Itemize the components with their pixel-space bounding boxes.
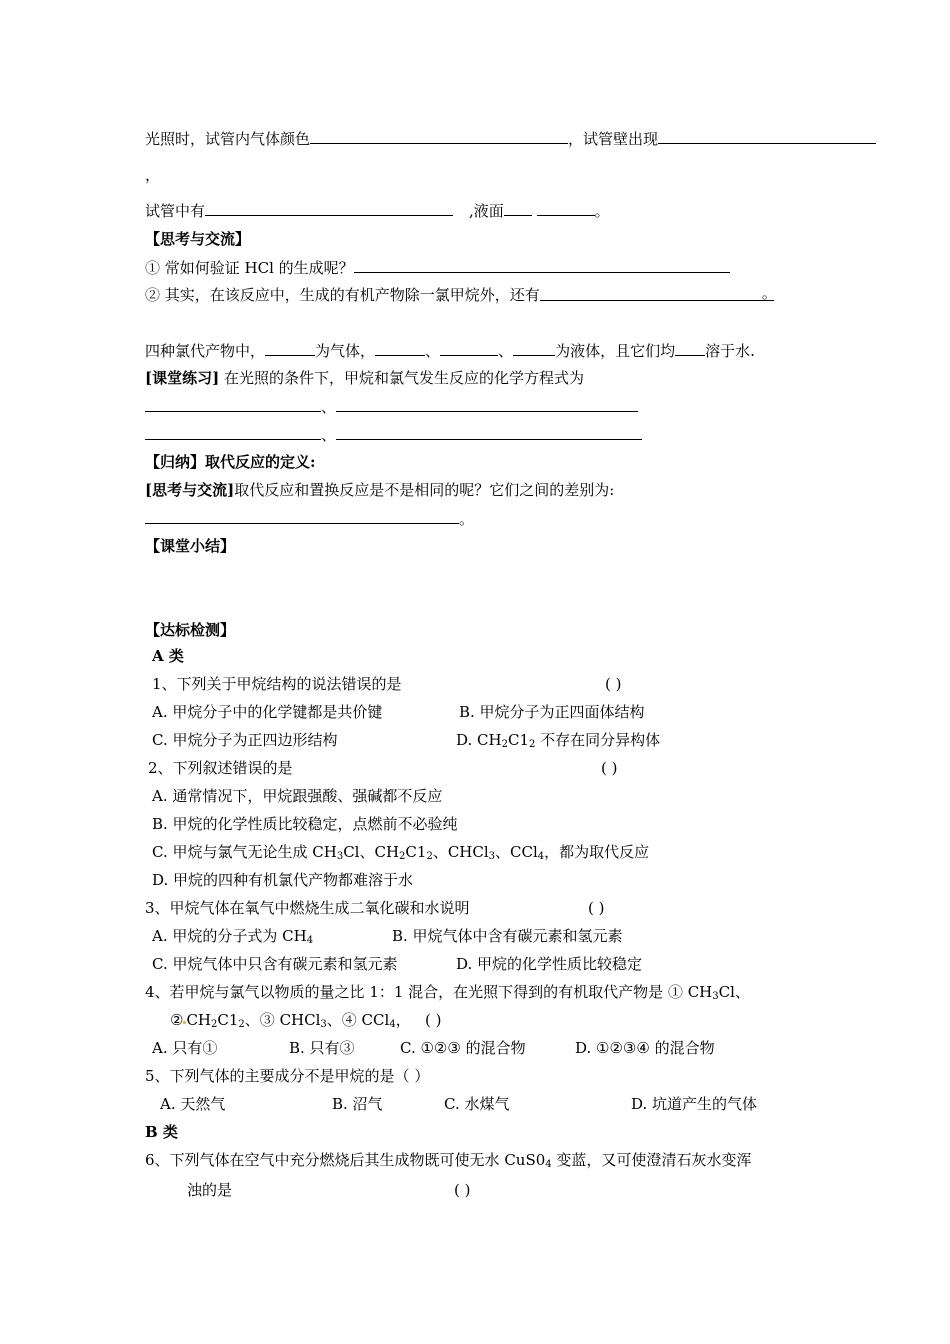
observation-line-1: [145, 128, 876, 149]
q3-option-a[interactable]: A. 甲烷的分子式为 $CH_4$: [152, 927, 314, 946]
question-5: 5、下列气体的主要成分不是甲烷的是（ ）: [145, 1067, 430, 1085]
q4-option-d[interactable]: D. ①②③④ 的混合物: [575, 1039, 715, 1057]
q3-option-d[interactable]: D. 甲烷的化学性质比较稳定: [456, 955, 643, 973]
class-summary-heading: 【课堂小结】: [145, 537, 236, 555]
answer-blank[interactable]: [336, 396, 638, 412]
observation-text-c: 试管中有: [145, 202, 206, 220]
compare-line: [思考与交流]取代反应和置换反应是不是相同的呢？它们之间的差别为:: [145, 481, 615, 499]
think-question-1: ① 常如何验证 HCl 的生成呢？: [145, 257, 730, 278]
answer-blank[interactable]: [145, 508, 459, 524]
q4-option-b[interactable]: B. 只有③: [289, 1039, 355, 1057]
equation-line-2: 、: [145, 424, 642, 445]
question-6: 6、下列气体在空气中充分燃烧后其生成物既可使无水 $CuS0_4$ 变蓝，又可使澄清石灰水变浑: [145, 1151, 752, 1170]
q1-option-b[interactable]: B. 甲烷分子为正四面体结构: [459, 703, 645, 721]
answer-blank[interactable]: [205, 200, 453, 216]
question-3: 3、甲烷气体在氧气中燃烧生成二氧化碳和水说明: [145, 899, 470, 917]
answer-blank[interactable]: [145, 396, 321, 412]
question-3-paren[interactable]: ( ): [588, 899, 605, 917]
answer-blank[interactable]: [675, 340, 705, 356]
q2-option-c[interactable]: C. 甲烷与氯气无论生成 $CH_3Cl$、$CH_2C1_2$、CHCl$_3$、CCl$_4$，都为取代反应: [152, 843, 650, 862]
answer-blank[interactable]: [375, 340, 425, 356]
think-discuss-heading: 【思考与交流】: [145, 230, 251, 248]
observation-text-b: ，试管壁出现: [568, 130, 659, 148]
answer-blank[interactable]: [513, 340, 555, 356]
question-2-paren[interactable]: ( ): [601, 759, 618, 777]
observation-text-a: 光照时，试管内气体颜色: [145, 130, 311, 148]
q3-option-c[interactable]: C. 甲烷气体中只含有碳元素和氢元素: [152, 955, 398, 973]
q3-option-b[interactable]: B. 甲烷气体中含有碳元素和氢元素: [392, 927, 623, 945]
question-1: 1、下列关于甲烷结构的说法错误的是: [152, 675, 402, 693]
question-6-paren[interactable]: ( ): [454, 1181, 471, 1199]
equation-line-1: 、: [145, 396, 638, 417]
q5-option-d[interactable]: D. 坑道产生的气体: [631, 1095, 758, 1113]
q1-option-c[interactable]: C. 甲烷分子为正四边形结构: [152, 731, 338, 749]
answer-blank[interactable]: [354, 257, 730, 273]
q1-option-a[interactable]: A. 甲烷分子中的化学键都是共价键: [152, 703, 383, 721]
answer-blank[interactable]: [504, 200, 532, 216]
question-4-paren[interactable]: ( ): [425, 1011, 442, 1029]
q2-option-a[interactable]: A. 通常情况下，甲烷跟强酸、强碱都不反应: [152, 787, 443, 805]
observation-text-d: ,液面: [469, 202, 504, 220]
observation-line-2: [145, 200, 610, 221]
answer-blank[interactable]: [145, 424, 321, 440]
group-a-heading: A 类: [152, 647, 184, 665]
observation-comma: ，: [145, 166, 161, 184]
answer-blank[interactable]: [440, 340, 498, 356]
q4-option-a[interactable]: A. 只有①: [152, 1039, 218, 1057]
question-4: 4、若甲烷与氯气以物质的量之比 1：1 混合，在光照下得到的有机取代产物是 ① $CH_3Cl$、: [145, 983, 750, 1002]
test-heading: 【达标检测】: [145, 621, 236, 639]
answer-blank[interactable]: [537, 200, 595, 216]
q4-option-c[interactable]: C. ①②③ 的混合物: [400, 1039, 526, 1057]
q5-option-b[interactable]: B. 沼气: [332, 1095, 383, 1113]
q1-option-d[interactable]: D. $CH_2C1_2$ 不存在同分异构体: [456, 731, 661, 750]
answer-blank[interactable]: [336, 424, 642, 440]
practice-line: [课堂练习] 在光照的条件下，甲烷和氯气发生反应的化学方程式为: [145, 369, 584, 387]
question-4-line-2: ② $CH_2C1_2$、③ CHCl$_3$、④ CCl$_4$，: [170, 1011, 411, 1030]
definition-heading: 【归纳】取代反应的定义:: [145, 453, 316, 471]
observation-text-e: 。: [594, 202, 610, 220]
q2-option-d[interactable]: D. 甲烷的四种有机氯代产物都难溶于水: [152, 871, 414, 889]
answer-blank[interactable]: 。: [540, 285, 774, 301]
answer-blank[interactable]: [310, 128, 568, 144]
answer-blank[interactable]: [265, 340, 315, 356]
practice-heading: [课堂练习]: [145, 369, 220, 387]
group-b-heading: B 类: [145, 1123, 178, 1141]
q2-option-b[interactable]: B. 甲烷的化学性质比较稳定，点燃前不必验纯: [152, 815, 458, 833]
answer-blank[interactable]: [658, 128, 876, 144]
chloro-products-line: 四种氯代产物中， 为气体， 、 、 为液体，且它们均 溶于水.: [145, 342, 755, 360]
question-2: 2、下列叙述错误的是: [148, 759, 293, 777]
question-6-line-2: 浊的是: [187, 1181, 233, 1199]
compare-answer-line: 。: [145, 508, 474, 529]
q5-option-c[interactable]: C. 水煤气: [444, 1095, 510, 1113]
question-1-paren[interactable]: ( ): [605, 675, 622, 693]
think-question-2: ② 其实，在该反应中，生成的有机产物除一氯甲烷外，还有 。: [145, 284, 777, 304]
q5-option-a[interactable]: A. 天然气: [160, 1095, 226, 1113]
